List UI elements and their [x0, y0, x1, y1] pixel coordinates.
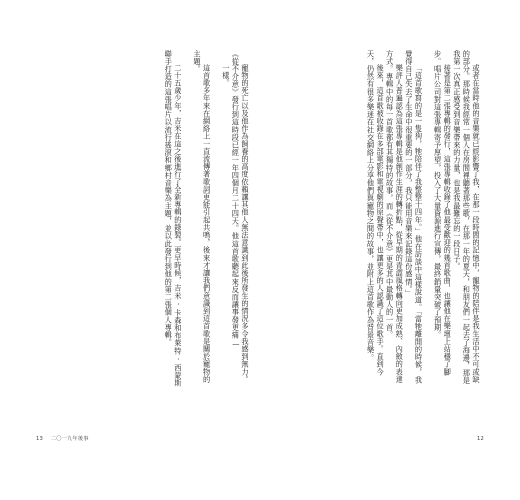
running-head: 二〇一九年後事 [50, 436, 89, 442]
body-paragraph: 接著是第二張專輯的發行，這張專輯收錄了他最受歡迎的幾首歌曲，也讓他在樂壇上站穩了腳步。唱片公司對這張專輯寄予厚望，投入了大量資源進行宣傳，最終銷量突破了預期。 [433, 50, 453, 376]
body-paragraph: 一樣。 [221, 64, 231, 88]
body-paragraph: 或者在當時他的音樂就已經影響了我，在那一段時間的記憶中，寵物的陪伴是我生活中不可或缺的部分。那時候我經常一個人在房間裡聽著那些歌，在那一年的夏天，和朋友們一起去了海邊，那是我第一次真正感受到音樂帶來的力量，也是我最難忘的一段日子。 [452, 50, 481, 385]
book-spread [30, 40, 490, 448]
body-paragraph: 樂評人普遍認為這張專輯是他創作生涯的轉折點，從早期的青澀風格轉向更加成熟、內斂的表達方式。專輯中的每一首歌都有其獨特的故事，而《從不介意》更是其中最動人的一首。 [385, 50, 405, 384]
left-page-footer [36, 435, 89, 442]
page-gutter [259, 40, 261, 448]
right-page [263, 40, 490, 448]
body-paragraph: 二十五歲少年，吉米在這之後進行了全新專輯的錄製。更早時候，吉米·卡森和布萊特·西蒙斯聯手打造的這張唱片以流行搖滾和鄉村音樂為主題，並以此發行到他的第二張個人專輯。 [164, 50, 183, 388]
body-paragraph: 寵物的死亡以及他作為飼養的高度依賴讓其他人無法意識到此後所發生的情況多令我感到無力。《從不介意》發行到這時段已經一年四個月二十四天。他這首歌聽起來反而讓事發更痛— [231, 50, 250, 384]
right-page-footer [477, 436, 484, 442]
page-number: 12 [476, 436, 484, 442]
page-number: 13 [36, 436, 44, 442]
left-page-body-text [38, 50, 250, 388]
body-paragraph: 「這首歌寫的是一隻狗，牠陪伴了我整整十四年。」他在訪談中這樣說道。「當牠離開的時候，我覺得自己失去了生命中很重要的一部分，我只能用音樂來記錄這份感情。」 [404, 50, 424, 384]
body-paragraph: 後來，這首歌被收錄在多部電影和電視劇的原聲帶中，也讓更多的人認識了這位歌手。直到今天，仍然有很多樂迷在社交網絡上分享他們與寵物之間的故事，並附上這首歌作為背景音樂。 [366, 50, 386, 376]
left-page [30, 40, 257, 448]
body-paragraph: 這首歌多年來在網絡上一直流傳著歌詞更能引起共鳴，後來才讓我們意識到這首歌是關於寵物的主題。 [193, 50, 212, 384]
right-page-body-text [273, 50, 481, 388]
